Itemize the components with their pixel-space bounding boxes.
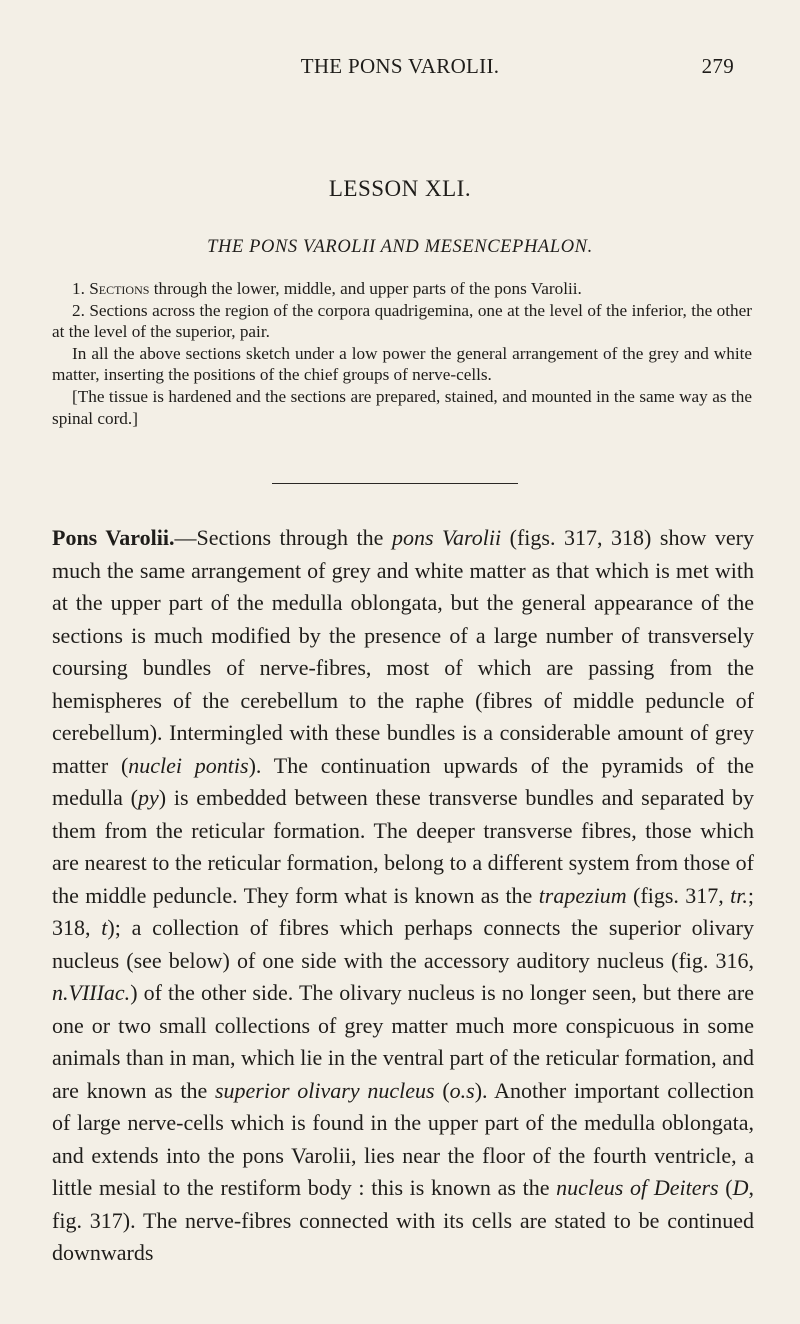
- term-italic: t: [101, 915, 108, 940]
- text-run: (figs. 317,: [626, 882, 731, 908]
- running-head: [0, 54, 800, 84]
- term-italic: pons Varolii: [391, 525, 502, 550]
- text-run: ). Another important collection of large nerve-cells which is found in the upper part of the medulla oblongata, and extends into the pons Varolii, lies near the floor of the fourth ventricle, a little mesial to the restiform body : this is known as the: [52, 1077, 754, 1200]
- term-italic: o.s: [449, 1077, 475, 1103]
- term-italic: trapezium: [538, 882, 627, 908]
- text-run: ). The continuation upwards of the pyramids of the medulla (: [52, 752, 754, 810]
- section-heading: Pons Varolii.: [52, 525, 175, 550]
- term-italic: D: [732, 1175, 749, 1200]
- text-run: ) of the other side. The olivary nucleus is no longer seen, but there are one or two small collections of grey matter much more conspicuous in some animals than in man, which lie in the ventral part of the reticular formation, and are known as the: [52, 980, 754, 1103]
- instructions: [52, 278, 752, 429]
- instruction-3: In all the above sections sketch under a low power the general arrangement of the grey and white matter, inserting the positions of the chief groups of nerve-cells.: [52, 343, 752, 385]
- term-italic: superior olivary nucleus: [214, 1077, 435, 1103]
- lesson-heading: LESSON XLI.: [328, 176, 472, 201]
- text-run: , fig. 317). The nerve-fibres connected with its cells are stated to be continued downwards: [52, 1175, 754, 1265]
- text-run: (: [434, 1077, 450, 1103]
- lesson-subtitle: THE PONS VAROLII AND MESENCEPHALON.: [207, 237, 593, 257]
- instruction-1-lead: Sections: [89, 279, 150, 298]
- body-paragraph: [52, 522, 754, 1270]
- instruction-1-number: 1.: [72, 279, 85, 298]
- term-italic: nuclei pontis: [128, 752, 249, 778]
- running-title: THE PONS VAROLII.: [300, 54, 500, 78]
- term-italic: n.VIIIac.: [52, 980, 131, 1005]
- text-run: ) is embedded between these transverse bundles and separated by them from the reticular formation. The deeper transverse fibres, those which are nearest to the reticular formation, belong to a different system from those of the middle peduncle. They form what is known as the: [52, 785, 754, 908]
- section-divider: [272, 483, 518, 484]
- text-run: (figs. 317, 318) show very much the same arrangement of grey and white matter as that which is met with at the upper part of the medulla oblongata, but the general appearance of the sections is much modified by the presence of a large number of transversely coursing bundles of nerve-fibres, most of which are passing from the hemispheres of the cerebellum to the raphe (fibres of middle peduncle of cerebellum). Intermingled with these bundles is a considerable amount of grey matter (: [52, 525, 754, 778]
- text-run: (: [718, 1175, 733, 1200]
- page-number: 279: [701, 54, 734, 78]
- term-italic: nucleus of Deiters: [556, 1175, 719, 1200]
- instruction-4: [The tissue is hardened and the sections are prepared, stained, and mounted in the same way as the spinal cord.]: [52, 386, 752, 428]
- instruction-1-text: through the lower, middle, and upper parts of the pons Varolii.: [153, 279, 582, 298]
- term-italic: tr.: [730, 882, 748, 908]
- instruction-1: [52, 278, 752, 300]
- text-run: ); a collection of fibres which perhaps connects the superior olivary nucleus (see below) of one side with the accessory auditory nucleus (fig. 316,: [52, 915, 755, 973]
- text-run: ; 318,: [52, 882, 754, 940]
- instruction-2: 2. Sections across the region of the corpora quadrigemina, one at the level of the inferior, the other at the level of the superior, pair.: [52, 300, 752, 342]
- text-run: —Sections through the: [174, 525, 392, 550]
- body-text: [52, 522, 754, 1270]
- term-italic: py: [137, 785, 159, 810]
